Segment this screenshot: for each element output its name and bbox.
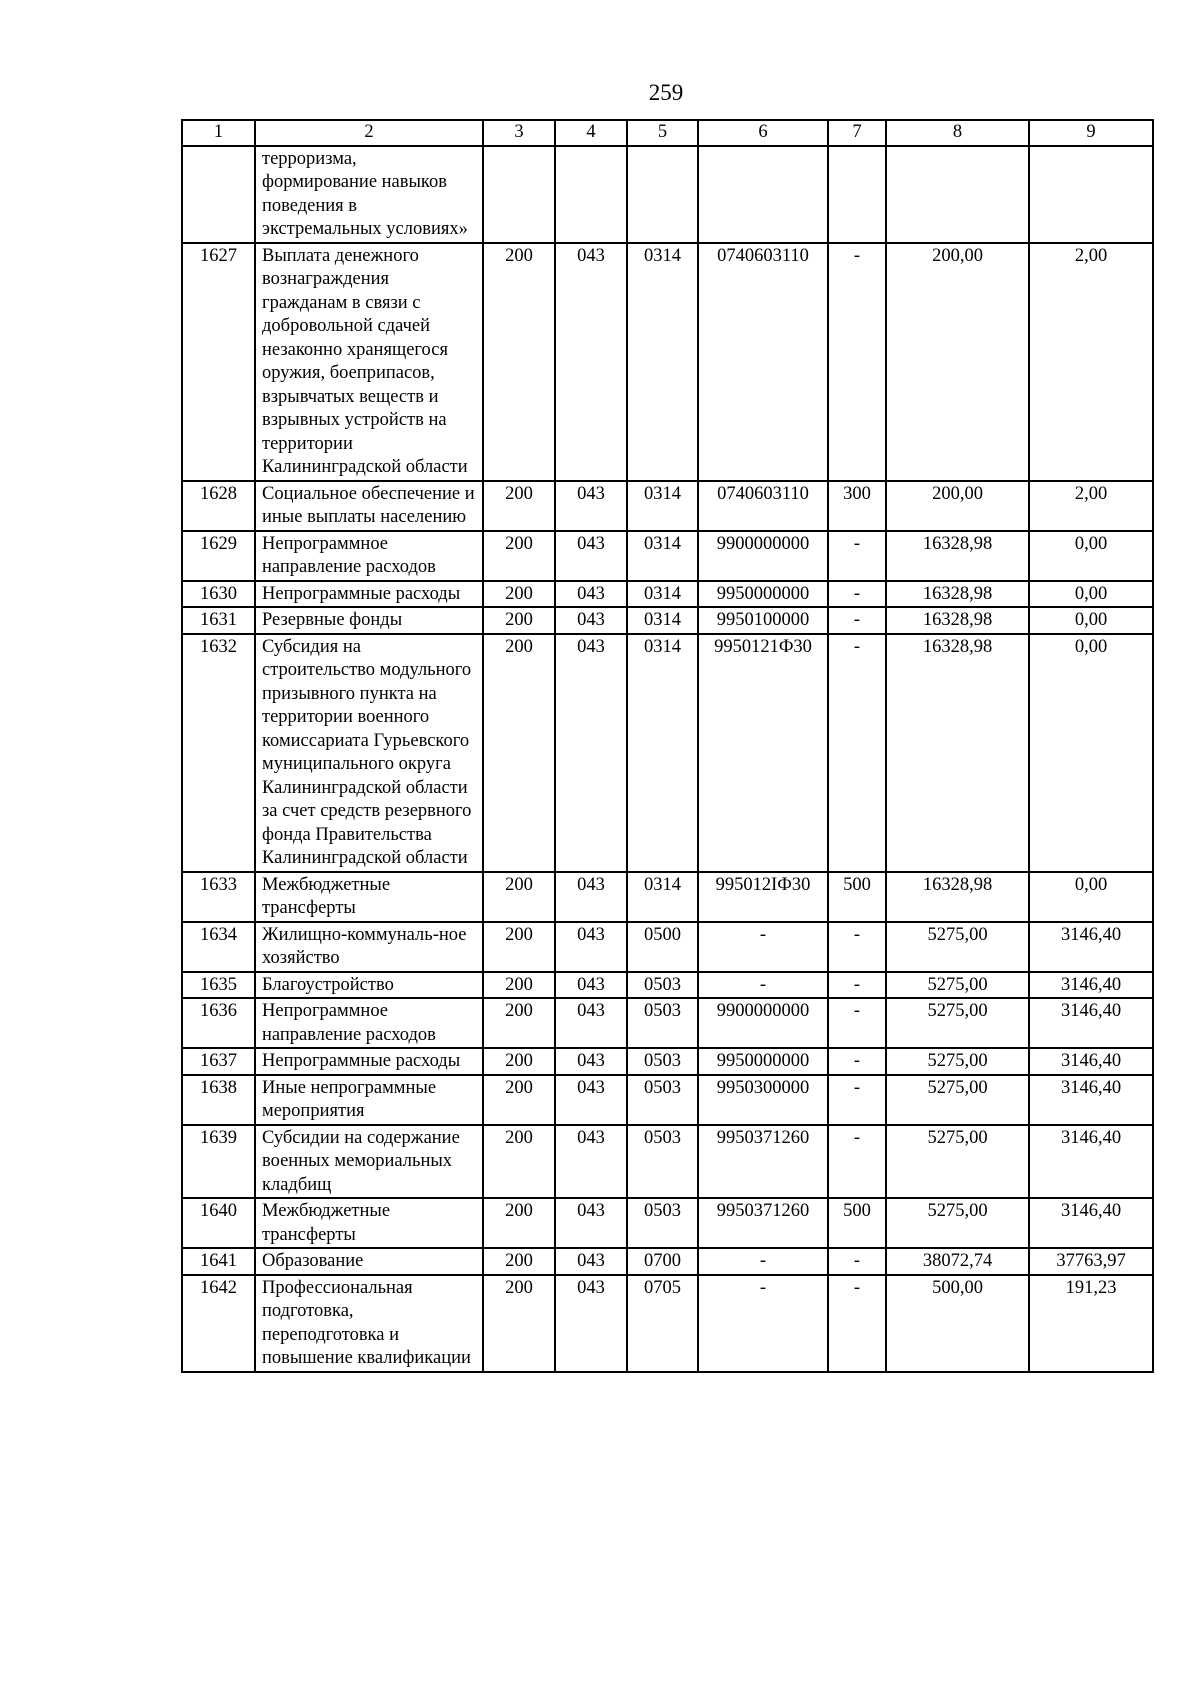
col7-cell: -	[828, 998, 886, 1048]
row-number-cell: 1631	[182, 607, 255, 634]
row-name-cell: Непрограммное направление расходов	[255, 531, 483, 581]
row-name-cell: Жилищно-коммуналь-ное хозяйство	[255, 922, 483, 972]
col7-cell: -	[828, 972, 886, 999]
col4-cell: 043	[555, 581, 627, 608]
col6-cell: -	[698, 922, 828, 972]
table-row	[182, 1125, 1153, 1199]
table-row	[182, 872, 1153, 922]
row-name-cell: Непрограммное направление расходов	[255, 998, 483, 1048]
row-number-cell: 1639	[182, 1125, 255, 1199]
header-cell: 7	[828, 120, 886, 146]
row-name-cell: Благоустройство	[255, 972, 483, 999]
col8-cell: 5275,00	[886, 1048, 1029, 1075]
col5-cell: 0314	[627, 607, 698, 634]
table-row	[182, 581, 1153, 608]
col5-cell	[627, 146, 698, 243]
col7-cell: -	[828, 1275, 886, 1372]
col7-cell: -	[828, 243, 886, 481]
table-row	[182, 1198, 1153, 1248]
col6-cell: -	[698, 972, 828, 999]
row-name-cell: Непрограммные расходы	[255, 581, 483, 608]
header-cell: 8	[886, 120, 1029, 146]
col9-cell: 0,00	[1029, 634, 1153, 872]
col4-cell: 043	[555, 1198, 627, 1248]
col9-cell: 3146,40	[1029, 1048, 1153, 1075]
col7-cell: -	[828, 1125, 886, 1199]
col4-cell: 043	[555, 531, 627, 581]
table-row	[182, 481, 1153, 531]
table-body	[182, 146, 1153, 1372]
col4-cell: 043	[555, 998, 627, 1048]
col7-cell: -	[828, 922, 886, 972]
col9-cell: 0,00	[1029, 581, 1153, 608]
col8-cell: 16328,98	[886, 634, 1029, 872]
col9-cell: 0,00	[1029, 607, 1153, 634]
col5-cell: 0314	[627, 872, 698, 922]
col5-cell: 0503	[627, 1048, 698, 1075]
col5-cell: 0705	[627, 1275, 698, 1372]
col8-cell: 5275,00	[886, 1125, 1029, 1199]
col3-cell: 200	[483, 1125, 555, 1199]
row-number-cell: 1629	[182, 531, 255, 581]
header-cell: 6	[698, 120, 828, 146]
col8-cell: 500,00	[886, 1275, 1029, 1372]
row-number-cell: 1636	[182, 998, 255, 1048]
col6-cell: -	[698, 1248, 828, 1275]
col5-cell: 0503	[627, 998, 698, 1048]
col4-cell: 043	[555, 1048, 627, 1075]
row-name-cell: Межбюджетные трансферты	[255, 1198, 483, 1248]
col3-cell: 200	[483, 972, 555, 999]
row-number-cell: 1627	[182, 243, 255, 481]
col3-cell: 200	[483, 998, 555, 1048]
table-row	[182, 531, 1153, 581]
col6-cell: 0740603110	[698, 243, 828, 481]
header-cell: 4	[555, 120, 627, 146]
col5-cell: 0314	[627, 243, 698, 481]
col9-cell: 2,00	[1029, 243, 1153, 481]
col6-cell: 9900000000	[698, 531, 828, 581]
row-name-cell: Выплата денежного вознаграждения гражданам в связи с добровольной сдачей незаконно хранящегося оружия, боеприпасов, взрывчатых веществ и взрывных устройств на территории Калининградской области	[255, 243, 483, 481]
col8-cell: 5275,00	[886, 972, 1029, 999]
col7-cell: -	[828, 531, 886, 581]
col3-cell: 200	[483, 607, 555, 634]
row-name-cell: терроризма, формирование навыков поведения в экстремальных условиях»	[255, 146, 483, 243]
row-name-cell: Субсидия на строительство модульного призывного пункта на территории военного комиссариата Гурьевского муниципального округа Калининградской области за счет средств резервного фонда Правительства Калининградской области	[255, 634, 483, 872]
col3-cell: 200	[483, 1075, 555, 1125]
row-name-cell: Образование	[255, 1248, 483, 1275]
col9-cell: 3146,40	[1029, 1198, 1153, 1248]
col4-cell: 043	[555, 872, 627, 922]
row-number-cell: 1641	[182, 1248, 255, 1275]
col7-cell: 500	[828, 872, 886, 922]
col9-cell: 37763,97	[1029, 1248, 1153, 1275]
col9-cell: 3146,40	[1029, 922, 1153, 972]
col5-cell: 0503	[627, 1125, 698, 1199]
col3-cell: 200	[483, 1248, 555, 1275]
col3-cell	[483, 146, 555, 243]
row-name-cell: Резервные фонды	[255, 607, 483, 634]
row-name-cell: Иные непрограммные мероприятия	[255, 1075, 483, 1125]
col3-cell: 200	[483, 581, 555, 608]
row-name-cell: Субсидии на содержание военных мемориальных кладбищ	[255, 1125, 483, 1199]
col5-cell: 0503	[627, 1075, 698, 1125]
col8-cell: 16328,98	[886, 607, 1029, 634]
table-row	[182, 972, 1153, 999]
col9-cell: 0,00	[1029, 872, 1153, 922]
col8-cell: 16328,98	[886, 581, 1029, 608]
col3-cell: 200	[483, 872, 555, 922]
col4-cell: 043	[555, 1075, 627, 1125]
table-row	[182, 1248, 1153, 1275]
col4-cell: 043	[555, 634, 627, 872]
row-number-cell: 1635	[182, 972, 255, 999]
col4-cell: 043	[555, 1248, 627, 1275]
row-number-cell: 1642	[182, 1275, 255, 1372]
col8-cell: 16328,98	[886, 531, 1029, 581]
table-row	[182, 922, 1153, 972]
col6-cell: 9950000000	[698, 581, 828, 608]
col9-cell: 0,00	[1029, 531, 1153, 581]
col6-cell: -	[698, 1275, 828, 1372]
col8-cell: 5275,00	[886, 1198, 1029, 1248]
row-name-cell: Профессиональная подготовка, переподготовка и повышение квалификации	[255, 1275, 483, 1372]
col6-cell: 9950100000	[698, 607, 828, 634]
table-row	[182, 1048, 1153, 1075]
col8-cell: 5275,00	[886, 922, 1029, 972]
col9-cell: 191,23	[1029, 1275, 1153, 1372]
col6-cell	[698, 146, 828, 243]
page-number: 259	[648, 80, 684, 105]
col4-cell: 043	[555, 972, 627, 999]
col8-cell: 38072,74	[886, 1248, 1029, 1275]
col4-cell: 043	[555, 607, 627, 634]
col3-cell: 200	[483, 531, 555, 581]
table-header-row	[182, 120, 1153, 146]
col5-cell: 0503	[627, 1198, 698, 1248]
col7-cell: -	[828, 1075, 886, 1125]
col6-cell: 9900000000	[698, 998, 828, 1048]
col5-cell: 0500	[627, 922, 698, 972]
col7-cell: -	[828, 1248, 886, 1275]
col6-cell: 9950300000	[698, 1075, 828, 1125]
header-cell: 5	[627, 120, 698, 146]
table-row	[182, 634, 1153, 872]
table-row	[182, 607, 1153, 634]
row-number-cell: 1634	[182, 922, 255, 972]
row-name-cell: Социальное обеспечение и иные выплаты населению	[255, 481, 483, 531]
col9-cell: 2,00	[1029, 481, 1153, 531]
col5-cell: 0314	[627, 531, 698, 581]
col3-cell: 200	[483, 481, 555, 531]
col5-cell: 0314	[627, 481, 698, 531]
header-cell: 9	[1029, 120, 1153, 146]
col4-cell: 043	[555, 1275, 627, 1372]
col4-cell: 043	[555, 922, 627, 972]
row-name-cell: Межбюджетные трансферты	[255, 872, 483, 922]
col7-cell: -	[828, 607, 886, 634]
col7-cell	[828, 146, 886, 243]
col6-cell: 9950121Ф30	[698, 634, 828, 872]
col8-cell: 200,00	[886, 481, 1029, 531]
table-row	[182, 1275, 1153, 1372]
col4-cell: 043	[555, 1125, 627, 1199]
col8-cell: 200,00	[886, 243, 1029, 481]
col5-cell: 0314	[627, 581, 698, 608]
col9-cell: 3146,40	[1029, 972, 1153, 999]
col6-cell: 9950371260	[698, 1198, 828, 1248]
col7-cell: -	[828, 581, 886, 608]
col4-cell: 043	[555, 481, 627, 531]
table-row	[182, 146, 1153, 243]
col8-cell: 16328,98	[886, 872, 1029, 922]
row-number-cell	[182, 146, 255, 243]
header-cell: 2	[255, 120, 483, 146]
col7-cell: 500	[828, 1198, 886, 1248]
row-number-cell: 1637	[182, 1048, 255, 1075]
col8-cell: 5275,00	[886, 998, 1029, 1048]
row-number-cell: 1638	[182, 1075, 255, 1125]
col9-cell: 3146,40	[1029, 998, 1153, 1048]
row-name-cell: Непрограммные расходы	[255, 1048, 483, 1075]
col5-cell: 0700	[627, 1248, 698, 1275]
col6-cell: 9950371260	[698, 1125, 828, 1199]
row-number-cell: 1630	[182, 581, 255, 608]
col6-cell: 9950000000	[698, 1048, 828, 1075]
col4-cell	[555, 146, 627, 243]
row-number-cell: 1628	[182, 481, 255, 531]
row-number-cell: 1632	[182, 634, 255, 872]
col3-cell: 200	[483, 1198, 555, 1248]
col8-cell	[886, 146, 1029, 243]
col3-cell: 200	[483, 922, 555, 972]
table-row	[182, 243, 1153, 481]
col5-cell: 0314	[627, 634, 698, 872]
col7-cell: -	[828, 634, 886, 872]
col6-cell: 0740603110	[698, 481, 828, 531]
header-cell: 3	[483, 120, 555, 146]
col9-cell: 3146,40	[1029, 1125, 1153, 1199]
col5-cell: 0503	[627, 972, 698, 999]
col3-cell: 200	[483, 243, 555, 481]
col6-cell: 995012IФ30	[698, 872, 828, 922]
col3-cell: 200	[483, 1275, 555, 1372]
col3-cell: 200	[483, 634, 555, 872]
budget-table	[181, 119, 1154, 1373]
table-row	[182, 1075, 1153, 1125]
col3-cell: 200	[483, 1048, 555, 1075]
col9-cell: 3146,40	[1029, 1075, 1153, 1125]
row-number-cell: 1633	[182, 872, 255, 922]
table-row	[182, 998, 1153, 1048]
col8-cell: 5275,00	[886, 1075, 1029, 1125]
col7-cell: 300	[828, 481, 886, 531]
col9-cell	[1029, 146, 1153, 243]
col7-cell: -	[828, 1048, 886, 1075]
col4-cell: 043	[555, 243, 627, 481]
header-cell: 1	[182, 120, 255, 146]
row-number-cell: 1640	[182, 1198, 255, 1248]
